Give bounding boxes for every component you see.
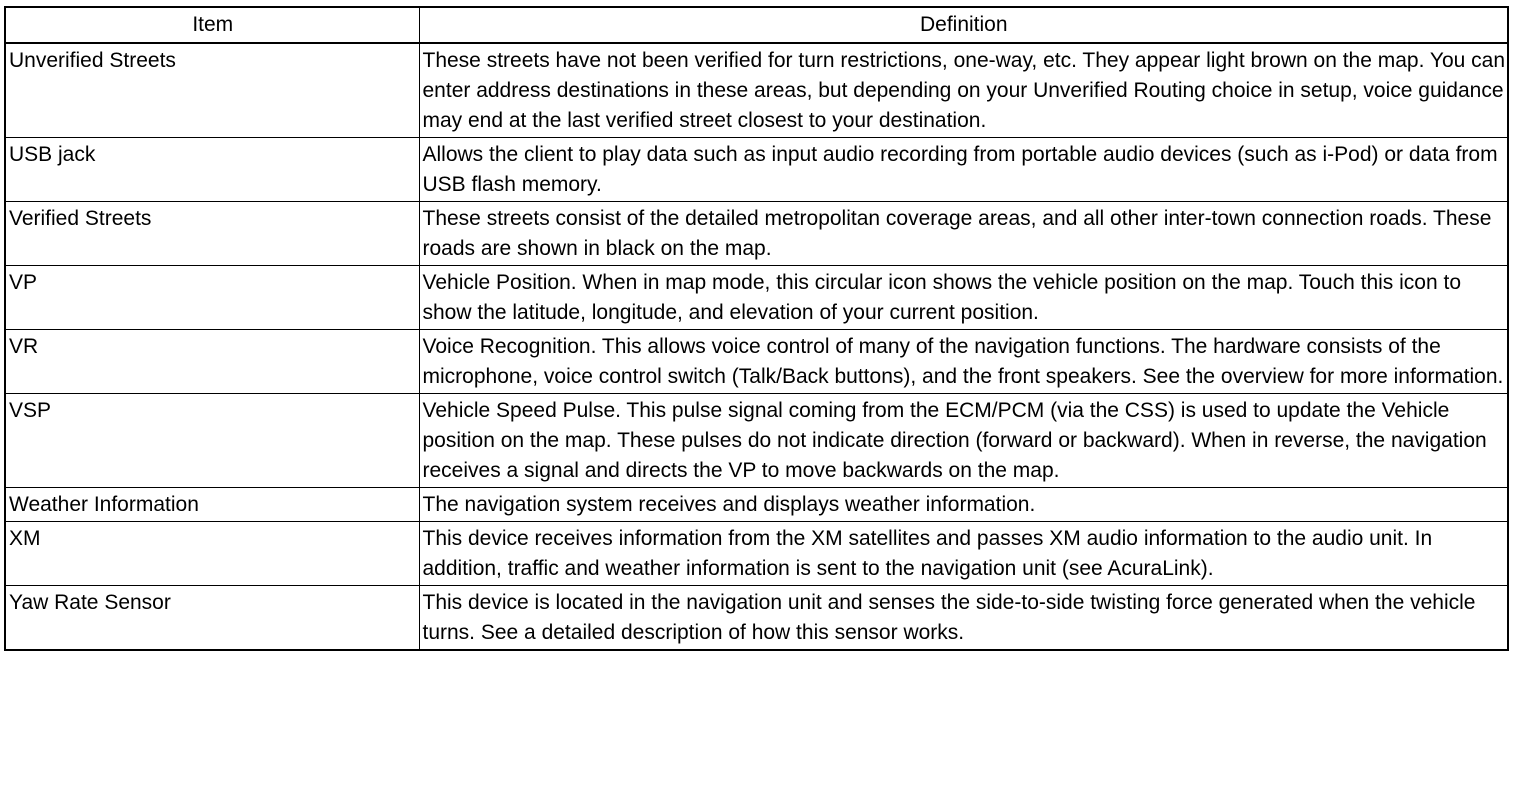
definition-cell: This device receives information from the XM satellites and passes XM audio information to the audio unit. In addition, traffic and weather information is sent to the navigation unit (see AcuraLink). — [419, 522, 1508, 586]
definition-cell: Voice Recognition. This allows voice control of many of the navigation functions. The hardware consists of the microphone, voice control switch (Talk/Back buttons), and the front speakers. See the overview for more information. — [419, 330, 1508, 394]
glossary-table — [4, 6, 1509, 651]
item-cell: XM — [5, 522, 419, 586]
column-header-definition: Definition — [419, 7, 1508, 43]
definition-cell: Vehicle Position. When in map mode, this circular icon shows the vehicle position on the map. Touch this icon to show the latitude, longitude, and elevation of your current position. — [419, 266, 1508, 330]
table-header — [5, 7, 1508, 43]
definition-cell: Allows the client to play data such as input audio recording from portable audio devices (such as i-Pod) or data from USB flash memory. — [419, 138, 1508, 202]
table-row — [5, 202, 1508, 266]
table-row — [5, 266, 1508, 330]
definition-cell: These streets have not been verified for turn restrictions, one-way, etc. They appear light brown on the map. You can enter address destinations in these areas, but depending on your Unverified Routing choice in setup, voice guidance may end at the last verified street closest to your destination. — [419, 43, 1508, 138]
definition-cell: Vehicle Speed Pulse. This pulse signal coming from the ECM/PCM (via the CSS) is used to update the Vehicle position on the map. These pulses do not indicate direction (forward or backward). When in reverse, the navigation receives a signal and directs the VP to move backwards on the map. — [419, 394, 1508, 488]
item-cell: Verified Streets — [5, 202, 419, 266]
table-row — [5, 522, 1508, 586]
item-cell: USB jack — [5, 138, 419, 202]
table-row — [5, 394, 1508, 488]
item-cell: VP — [5, 266, 419, 330]
column-header-item: Item — [5, 7, 419, 43]
item-cell: VR — [5, 330, 419, 394]
table-body — [5, 43, 1508, 650]
item-cell: Yaw Rate Sensor — [5, 586, 419, 651]
header-row — [5, 7, 1508, 43]
table-row — [5, 330, 1508, 394]
definition-cell: The navigation system receives and displays weather information. — [419, 488, 1508, 522]
item-cell: Unverified Streets — [5, 43, 419, 138]
table-row — [5, 43, 1508, 138]
table-row — [5, 138, 1508, 202]
item-cell: VSP — [5, 394, 419, 488]
table-row — [5, 586, 1508, 651]
table-row — [5, 488, 1508, 522]
item-cell: Weather Information — [5, 488, 419, 522]
definition-cell: This device is located in the navigation unit and senses the side-to-side twisting force generated when the vehicle turns. See a detailed description of how this sensor works. — [419, 586, 1508, 651]
definition-cell: These streets consist of the detailed metropolitan coverage areas, and all other inter-town connection roads. These roads are shown in black on the map. — [419, 202, 1508, 266]
